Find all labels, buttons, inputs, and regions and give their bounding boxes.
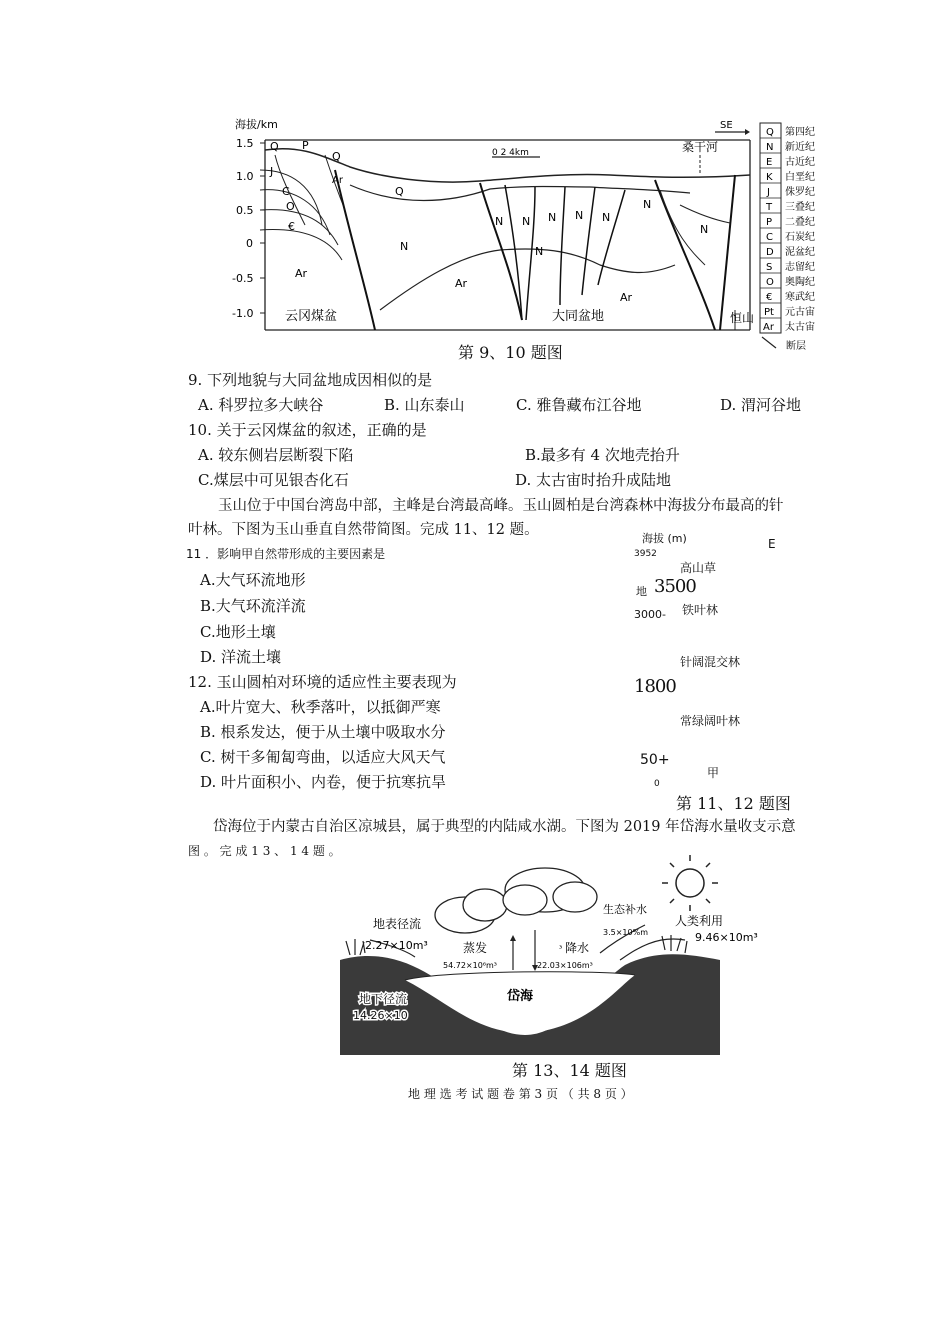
cross-section-diagram [230, 115, 830, 360]
question-10-option-c[interactable]: C.煤层中可见银杏化石 [198, 471, 349, 489]
di-label: 地 [636, 585, 647, 598]
question-11-stem: 11 ．影响甲自然带形成的主要因素是 [186, 547, 386, 561]
surface-runoff-label: 地表径流 [373, 917, 422, 931]
legend-code: Pt [764, 307, 774, 318]
question-12-option-b[interactable]: B. 根系发达，便于从土壤中吸取水分 [200, 723, 446, 741]
altitude-0: 0 [654, 779, 660, 789]
water-balance-diagram [335, 855, 758, 1060]
zone-alpine-meadow: 高山草 [680, 561, 717, 575]
east-label: E [768, 537, 776, 551]
legend-name: 泥盆纪 [785, 247, 815, 258]
rock-label: N [602, 211, 611, 224]
figure-caption: 第 11、12 题图 [676, 794, 791, 813]
legend-code: P [766, 217, 773, 228]
legend-name: 白垩纪 [785, 172, 815, 183]
rock-label: P [302, 139, 309, 152]
region-label-coal-basin: 云冈煤盆 [285, 309, 338, 324]
question-9-option-c[interactable]: C. 雅鲁藏布江谷地 [516, 396, 642, 414]
region-label-datong-basin: 大同盆地 [552, 309, 605, 324]
surface-runoff-value: 2.27×10m³ [365, 939, 428, 952]
question-11-option-c[interactable]: C.地形土壤 [200, 623, 276, 641]
legend-code: T [766, 202, 773, 213]
lake-label: 岱海 [507, 989, 534, 1004]
legend-name: 元古宙 [785, 307, 815, 318]
legend-code: O [766, 277, 774, 288]
rock-label: € [288, 220, 295, 233]
rock-label: N [643, 198, 652, 211]
evaporation-label: 蒸发 [463, 941, 488, 955]
y-tick-0-5: 0.5 [236, 204, 254, 217]
y-tick-0: 0 [246, 237, 253, 250]
precipitation-label: 降水 [565, 941, 590, 955]
y-tick-neg-1-0: -1.0 [232, 307, 254, 320]
rock-label: Ar [620, 291, 633, 304]
intro-11-12-line-2: 叶林。下图为玉山垂直自然带简图。完成 11、12 题。 [188, 522, 539, 538]
question-10-stem: 10. 关于云冈煤盆的叙述，正确的是 [188, 421, 427, 439]
rock-label: N [495, 215, 504, 228]
rock-label: Ar [332, 175, 343, 186]
rock-label: Q [270, 140, 279, 153]
evaporation-value: 54.72×10⁶m³ [443, 961, 497, 970]
rock-label: Ar [455, 277, 468, 290]
zone-evergreen-broadleaf: 常绿阔叶林 [680, 714, 741, 728]
ground-runoff-value: 14.26×10 [353, 1009, 408, 1022]
rock-label: N [400, 240, 409, 253]
river-label: 桑干河 [682, 140, 719, 154]
altitude-1800: 1800 [634, 676, 676, 697]
legend-code: € [766, 292, 773, 303]
legend-code: S [766, 262, 773, 273]
legend-name: 新近纪 [785, 142, 815, 153]
y-axis-title: 海拔/km [235, 118, 278, 131]
question-10-option-a[interactable]: A. 较东侧岩层断裂下陷 [198, 446, 354, 464]
legend-name: 石炭纪 [785, 232, 815, 243]
rock-label: O [286, 200, 295, 213]
question-12-option-d[interactable]: D. 叶片面积小、内卷，便于抗寒抗旱 [200, 773, 447, 791]
intro-11-12-line-1: 玉山位于中国台湾岛中部，主峰是台湾最高峰。玉山圆柏是台湾森林中海拔分布最高的针 [218, 498, 784, 514]
rock-label: N [535, 245, 544, 258]
precipitation-prefix: ³ [559, 944, 563, 953]
legend-code: K [766, 172, 773, 183]
rock-label: J [270, 165, 274, 178]
rock-label: N [575, 209, 584, 222]
question-9-option-d[interactable]: D. 渭河谷地 [720, 396, 802, 414]
altitude-3000: 3000- [634, 608, 666, 621]
direction-label: SE [720, 120, 733, 131]
rock-label: Ar [295, 267, 308, 280]
question-12-option-c[interactable]: C. 树干多匍匐弯曲，以适应大风天气 [200, 748, 446, 766]
legend-code: J [767, 187, 770, 198]
rock-label: Q [332, 150, 341, 163]
altitude-3952: 3952 [634, 549, 657, 559]
ground-runoff-label: 地下径流 [359, 992, 408, 1006]
altitude-axis-title: 海拔 (m) [642, 532, 687, 545]
question-10-option-b[interactable]: B.最多有 4 次地壳抬升 [525, 446, 680, 464]
legend-name: 太古宙 [785, 322, 815, 333]
water-balance-figure [335, 855, 758, 1060]
y-tick-neg-0-5: -0.5 [232, 272, 254, 285]
eco-supply-label: 生态补水 [603, 903, 647, 916]
legend-code: C [766, 232, 773, 243]
eco-supply-value: 3.5×10%m [603, 928, 648, 937]
legend [760, 123, 815, 352]
region-label-hengshan: 恒山 [730, 311, 755, 325]
zone-conifer: 铁叶林 [682, 603, 719, 617]
human-use-value: 9.46×10m³ [695, 931, 758, 944]
question-9-option-b[interactable]: B. 山东泰山 [384, 396, 465, 414]
zone-jia: 甲 [707, 766, 720, 780]
legend-name: 第四纪 [785, 127, 815, 138]
intro-13-14-line-1: 岱海位于内蒙古自治区凉城县，属于典型的内陆咸水湖。下图为 2019 年岱海水量收支示意 [213, 819, 796, 835]
legend-name: 奥陶纪 [785, 277, 815, 288]
y-tick-1-0: 1.0 [236, 170, 254, 183]
legend-name: 三叠纪 [785, 202, 815, 213]
rock-label: C [282, 185, 290, 198]
geology-cross-section-figure [230, 115, 830, 360]
question-11-option-b[interactable]: B.大气环流洋流 [200, 597, 306, 615]
legend-name: 古近纪 [785, 157, 815, 168]
zone-mixed-forest: 针阔混交林 [680, 655, 741, 669]
question-9-stem: 9. 下列地貌与大同盆地成因相似的是 [188, 371, 433, 389]
legend-name: 侏罗纪 [785, 187, 815, 198]
rock-label: N [700, 223, 709, 236]
rock-label: N [522, 215, 531, 228]
precipitation-value: 22.03×106m³ [537, 961, 593, 970]
question-9-option-a[interactable]: A. 科罗拉多大峡谷 [198, 396, 324, 414]
legend-code: N [766, 142, 774, 153]
altitude-3500: 3500 [654, 576, 696, 597]
legend-code: Ar [763, 322, 774, 333]
rock-label: N [548, 211, 557, 224]
scale-label: 0 2 4km [492, 148, 529, 158]
question-12-option-a[interactable]: A.叶片宽大、秋季落叶，以抵御严寒 [200, 698, 441, 716]
question-12-stem: 12. 玉山圆柏对环境的适应性主要表现为 [188, 673, 457, 691]
y-tick-1-5: 1.5 [236, 137, 254, 150]
legend-code: Q [766, 127, 774, 138]
figure-caption: 第 9、10 题图 [458, 343, 563, 362]
intro-13-14-line-2: 图 。 完 成 1 3 、 1 4 题 。 [188, 844, 341, 858]
question-11-option-d[interactable]: D. 洋流土壤 [200, 648, 282, 666]
legend-name: 志留纪 [785, 262, 815, 273]
altitude-50: 50+ [640, 752, 670, 768]
fault-legend: 断层 [786, 341, 806, 352]
legend-code: E [766, 157, 773, 168]
legend-code: D [766, 247, 774, 258]
figure-caption: 第 13、14 题图 [512, 1061, 627, 1080]
human-use-label: 人类利用 [675, 914, 724, 928]
legend-name: 二叠纪 [785, 217, 815, 228]
question-10-option-d[interactable]: D. 太古宙时抬升成陆地 [515, 471, 672, 489]
page-footer: 地 理 选 考 试 题 卷 第 3 页 （ 共 8 页 ） [408, 1087, 633, 1101]
question-11-option-a[interactable]: A.大气环流地形 [200, 571, 306, 589]
rock-label: Q [395, 185, 404, 198]
legend-name: 寒武纪 [785, 292, 815, 303]
